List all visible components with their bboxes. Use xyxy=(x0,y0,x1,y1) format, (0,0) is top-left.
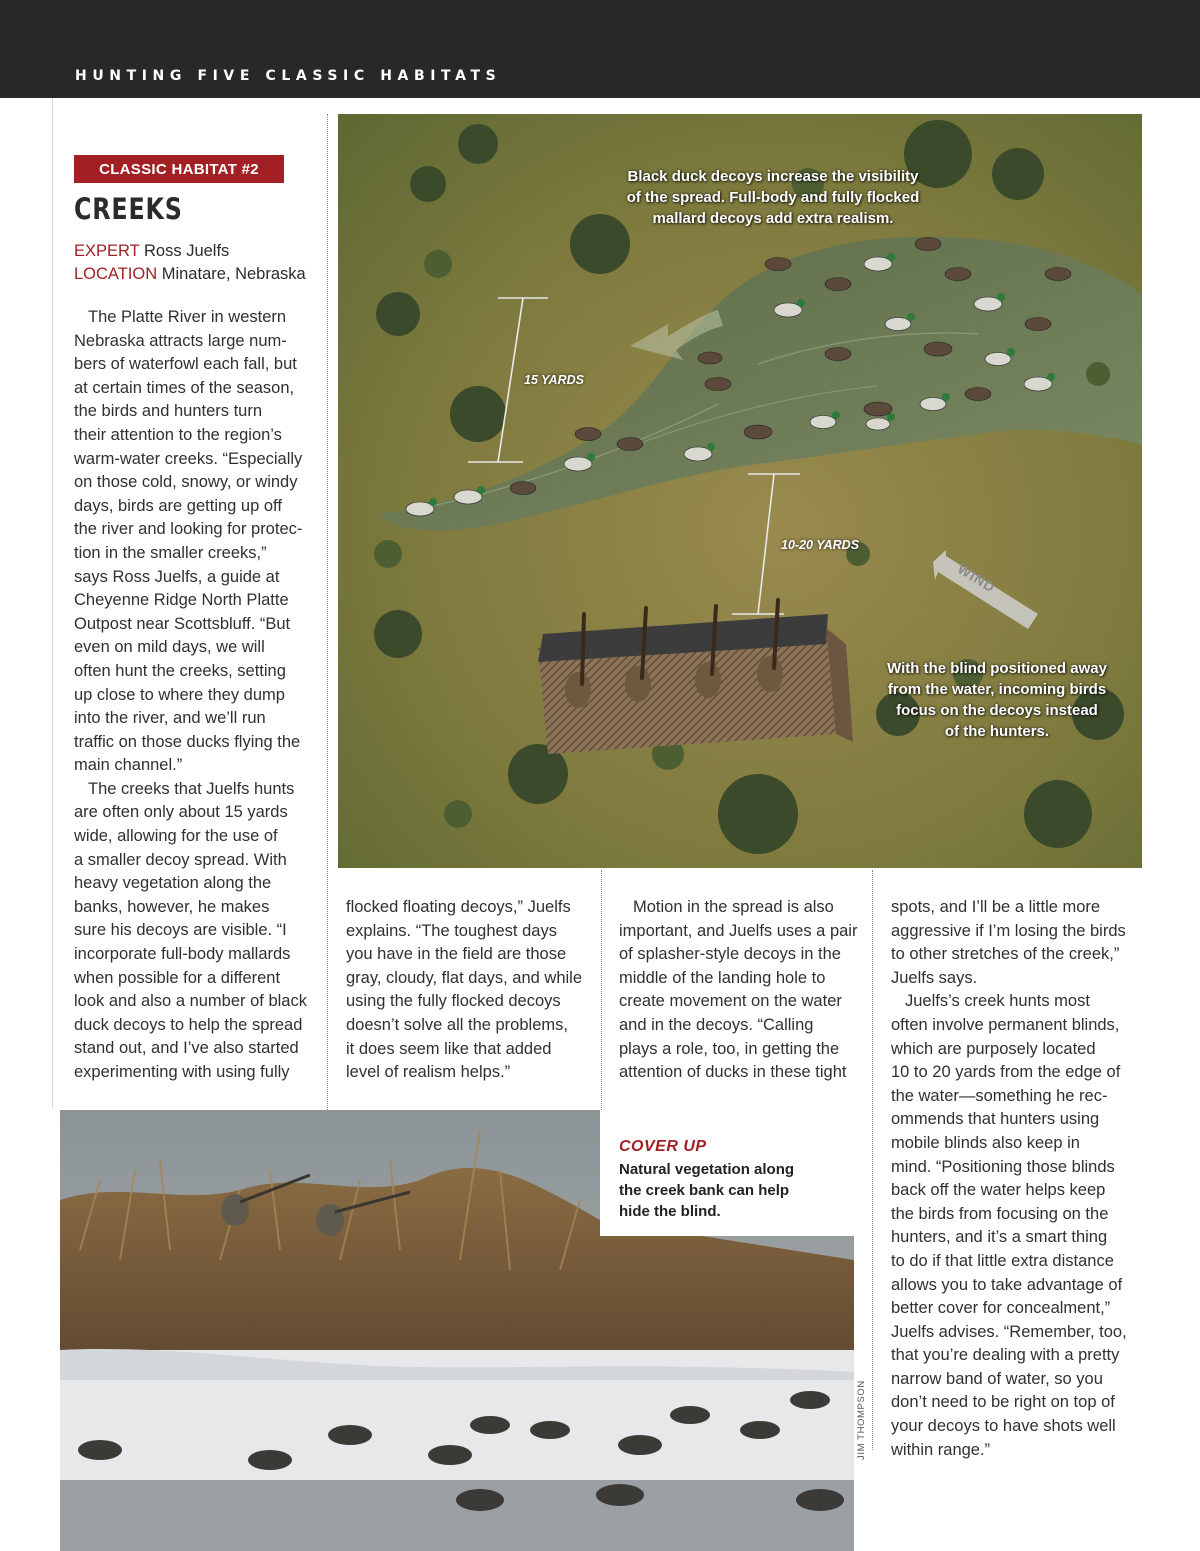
body-text-line: the river and looking for protec- xyxy=(74,520,303,539)
body-text-line: don’t need to be right on top of xyxy=(891,1393,1115,1412)
body-text-line: level of realism helps.” xyxy=(346,1063,511,1082)
illustration-caption-top: Black duck decoys increase the visibility of the spread. Full-body and fully flocked mallard decoys add extra realism. xyxy=(626,168,920,227)
body-text-line: heavy vegetation along the xyxy=(74,874,272,893)
section-title: CREEKS xyxy=(74,192,183,226)
body-text-line: allows you to take advantage of xyxy=(891,1275,1123,1294)
location-label: LOCATION xyxy=(74,265,158,283)
body-text-line: to other stretches of the creek,” xyxy=(891,945,1120,964)
body-text-line: flocked floating decoys,” Juelfs xyxy=(346,898,571,916)
body-text-line: doesn’t solve all the problems, xyxy=(346,1015,568,1034)
body-text-line: their attention to the region’s xyxy=(74,425,282,444)
header-title: HUNTING FIVE CLASSIC HABITATS xyxy=(75,68,502,84)
body-text-line: and in the decoys. “Calling xyxy=(619,1015,814,1034)
body-text-line: better cover for concealment,” xyxy=(891,1299,1111,1318)
body-text-line: often involve permanent blinds, xyxy=(891,1015,1120,1034)
photo-caption-title: COVER UP xyxy=(619,1138,707,1155)
body-text-line: The Platte River in western xyxy=(88,308,287,326)
location-line xyxy=(74,265,306,284)
expert-label: EXPERT xyxy=(74,242,140,260)
body-text-line: aggressive if I’m losing the birds xyxy=(891,921,1126,940)
body-text-line: that you’re dealing with a pretty xyxy=(891,1346,1120,1365)
body-text-line: warm-water creeks. “Especially xyxy=(74,449,303,468)
body-text-line: Outpost near Scottsbluff. “But xyxy=(74,614,291,633)
body-text-line: even on mild days, we will xyxy=(74,638,265,657)
body-column-2 xyxy=(346,896,596,1085)
body-text-line: Cheyenne Ridge North Platte xyxy=(74,591,289,610)
body-text-line: banks, however, he makes xyxy=(74,897,270,916)
photo-caption-text: Natural vegetation along the creek bank can help hide the blind. xyxy=(619,1161,795,1220)
body-text-line: which are purposely located xyxy=(891,1039,1096,1058)
body-text-line: gray, cloudy, flat days, and while xyxy=(346,968,583,987)
body-text-line: bers of waterfowl each fall, but xyxy=(74,355,297,374)
column-divider-1 xyxy=(327,114,328,1110)
body-text-line: Juelfs’s creek hunts most xyxy=(905,992,1090,1011)
body-text-line: traffic on those ducks flying the xyxy=(74,732,301,751)
body-text-line: mobile blinds also keep in xyxy=(891,1133,1080,1152)
body-text-line: experimenting with using fully xyxy=(74,1063,290,1081)
body-text-line: attention of ducks in these tight xyxy=(619,1063,847,1082)
body-text-line: the birds from focusing on the xyxy=(891,1204,1109,1223)
body-text-line: hunters, and it’s a smart thing xyxy=(891,1228,1108,1247)
body-text-line: at certain times of the season, xyxy=(74,378,295,397)
body-text-line: on those cold, snowy, or windy xyxy=(74,473,298,492)
photo-credit: JIM THOMPSON xyxy=(856,1380,867,1460)
body-text-line: ommends that hunters using xyxy=(891,1110,1100,1129)
column-divider-3 xyxy=(872,870,873,1450)
body-text-line: up close to where they dump xyxy=(74,685,285,704)
body-text-line: look and also a number of black xyxy=(74,992,307,1011)
body-text-line: narrow band of water, so you xyxy=(891,1369,1103,1388)
body-text-line: says Ross Juelfs, a guide at xyxy=(74,567,280,586)
body-text-line: incorporate full-body mallards xyxy=(74,945,291,964)
body-text-line: into the river, and we’ll run xyxy=(74,709,266,728)
body-text-line: to do if that little extra distance xyxy=(891,1251,1114,1270)
body-column-1 xyxy=(74,306,319,1085)
body-text-line: Juelfs advises. “Remember, too, xyxy=(891,1322,1127,1341)
body-text-line: Motion in the spread is also xyxy=(633,898,834,916)
body-text-line: Nebraska attracts large num- xyxy=(74,331,287,350)
body-text-line: Juelfs says. xyxy=(891,968,978,987)
body-text-line: of splasher-style decoys in the xyxy=(619,945,841,964)
creek-illustration xyxy=(338,114,1142,868)
body-text-line: duck decoys to help the spread xyxy=(74,1015,303,1034)
body-text-line: a smaller decoy spread. With xyxy=(74,850,287,869)
body-text-line: explains. “The toughest days xyxy=(346,921,557,940)
body-text-line: the water—something he rec- xyxy=(891,1086,1108,1105)
body-text-line: mind. “Positioning those blinds xyxy=(891,1157,1115,1176)
body-column-3 xyxy=(619,896,869,1085)
body-text-line: it does seem like that added xyxy=(346,1039,552,1058)
body-text-line: your decoys to have shots well xyxy=(891,1417,1116,1436)
illustration-caption-bottom: With the blind positioned away from the water, incoming birds focus on the decoys instead of the hunters. xyxy=(887,660,1107,740)
body-text-line: create movement on the water xyxy=(619,992,842,1011)
body-text-line: important, and Juelfs uses a pair xyxy=(619,921,858,940)
body-text-line: sure his decoys are visible. “I xyxy=(74,921,287,940)
distance-label-15-yards: 15 YARDS xyxy=(524,373,584,387)
expert-line xyxy=(74,242,229,261)
page-edge-rule xyxy=(52,98,53,1108)
body-text-line: wide, allowing for the use of xyxy=(74,827,278,846)
body-text-line: you have in the field are those xyxy=(346,945,567,964)
body-text-line: tion in the smaller creeks,” xyxy=(74,543,267,562)
body-text-line: The creeks that Juelfs hunts xyxy=(88,779,295,798)
column-divider-2 xyxy=(601,870,602,1110)
location-value: Minatare, Nebraska xyxy=(161,265,306,283)
body-text-line: spots, and I’ll be a little more xyxy=(891,898,1101,916)
body-text-line: using the fully flocked decoys xyxy=(346,992,561,1011)
body-text-line: stand out, and I’ve also started xyxy=(74,1039,299,1058)
habitat-badge: CLASSIC HABITAT #2 xyxy=(74,155,284,183)
body-text-line: within range.” xyxy=(891,1440,991,1459)
body-text-line: middle of the landing hole to xyxy=(619,968,826,987)
body-text-line: 10 to 20 yards from the edge of xyxy=(891,1063,1121,1082)
body-text-line: days, birds are getting up off xyxy=(74,496,282,515)
distance-label-10-20-yards: 10-20 YARDS xyxy=(781,538,860,552)
body-text-line: main channel.” xyxy=(74,756,183,775)
body-text-line: when possible for a different xyxy=(74,968,281,987)
body-text-line: back off the water helps keep xyxy=(891,1181,1106,1200)
body-column-4 xyxy=(891,896,1141,1462)
body-text-line: plays a role, too, in getting the xyxy=(619,1039,840,1058)
body-text-line: are often only about 15 yards xyxy=(74,803,288,822)
body-text-line: often hunt the creeks, setting xyxy=(74,661,286,680)
expert-value: Ross Juelfs xyxy=(144,242,230,260)
wind-label: WIND xyxy=(954,560,999,596)
body-text-line: the birds and hunters turn xyxy=(74,402,263,421)
header-bar xyxy=(0,0,1200,98)
